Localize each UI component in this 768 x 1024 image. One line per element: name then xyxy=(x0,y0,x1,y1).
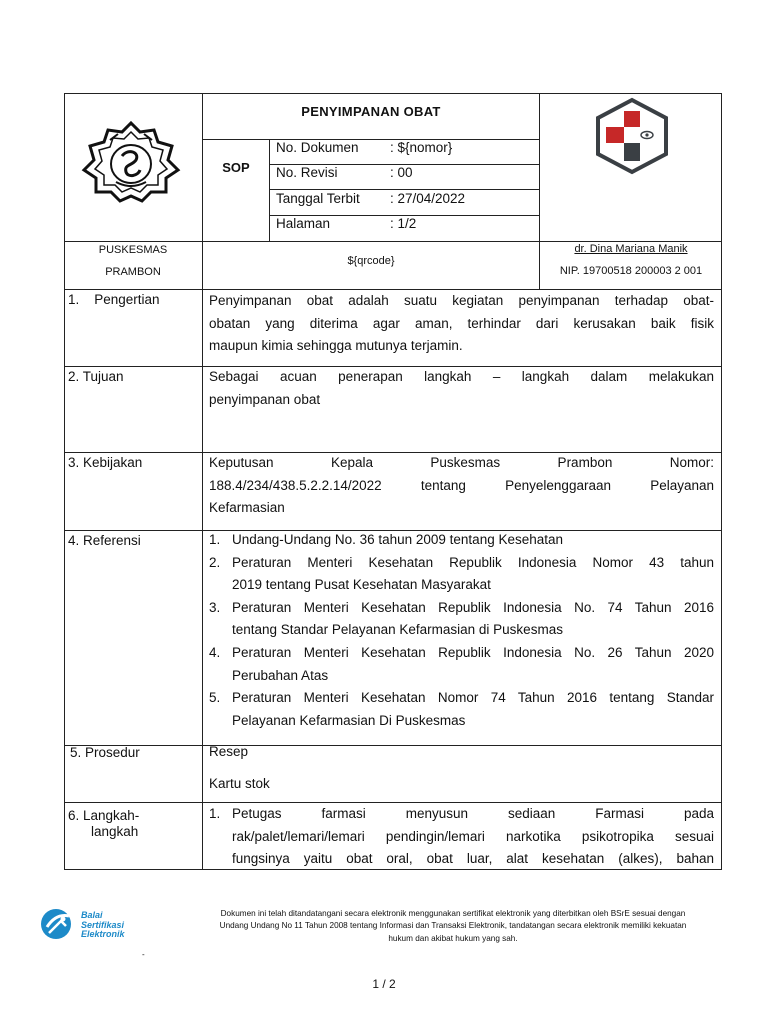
section-body-tujuan xyxy=(209,366,714,411)
section-body-kebijakan xyxy=(209,452,714,520)
section-label-prosedur: 5. Prosedur xyxy=(70,745,140,760)
list-item xyxy=(209,687,714,732)
signer-nip: NIP. 19700518 200003 2 001 xyxy=(559,265,703,277)
text-line: obatan yang diterima agar aman, terhindar dari kerusakan baik fisik xyxy=(209,315,714,331)
bsre-logo-icon xyxy=(39,907,79,941)
meta-key-tanggal-terbit: Tanggal Terbit xyxy=(276,191,360,206)
notice-line: Undang Undang No 11 Tahun 2008 tentang Informasi dan Transaksi Elektronik, tandatangan secara elektronik memiliki kekuatan xyxy=(219,921,687,931)
meta-key-no-dokumen: No. Dokumen xyxy=(276,140,359,155)
bsre-logo-text xyxy=(81,911,125,940)
bsre-text-line: Balai xyxy=(81,910,103,920)
section-label-referensi: 4. Referensi xyxy=(68,533,141,548)
meta-value-no-revisi: : 00 xyxy=(390,165,413,180)
section-label-pengertian: 1. Pengertian xyxy=(68,292,160,307)
text-line: Keputusan Kepala Puskesmas Prambon Nomor: xyxy=(209,455,714,470)
text-line: maupun kimia sehingga mutunya terjamin. xyxy=(209,338,463,354)
section-body-pengertian xyxy=(209,290,714,358)
text-line: 2019 tentang Pusat Kesehatan Masyarakat xyxy=(232,577,491,593)
document-title: PENYIMPANAN OBAT xyxy=(301,104,441,119)
list-number: 1. xyxy=(209,532,221,547)
bsre-text-line: Sertifikasi xyxy=(81,919,125,930)
regency-emblem-icon xyxy=(80,120,182,204)
section-label-tujuan: 2. Tujuan xyxy=(68,369,124,384)
list-number: 3. xyxy=(209,599,221,615)
page-number: 1 / 2 xyxy=(372,977,396,991)
bsre-text-line: Elektronik xyxy=(81,929,125,939)
footer-mark: - xyxy=(142,950,145,959)
qrcode-placeholder: ${qrcode} xyxy=(347,255,395,267)
text-line: Pelayanan Kefarmasian Di Puskesmas xyxy=(232,712,466,728)
text-line: Peraturan Menteri Kesehatan Republik Indonesia Nomor 43 tahun xyxy=(232,554,714,570)
meta-value-tanggal-terbit: : 27/04/2022 xyxy=(390,191,466,206)
text-line: 188.4/234/438.5.2.2.14/2022 tentang Penyelenggaraan Pelayanan xyxy=(209,477,714,493)
list-item xyxy=(209,529,714,552)
section-body-langkah xyxy=(209,803,714,868)
signer-name: dr. Dina Mariana Manik xyxy=(574,243,688,255)
list-number: 2. xyxy=(209,554,221,570)
text-line: Penyimpanan obat adalah suatu kegiatan penyimpanan terhadap obat- xyxy=(209,293,714,308)
text-line: tentang Standar Pelayanan Kefarmasian di Puskesmas xyxy=(232,622,563,638)
label-line: langkah xyxy=(91,824,139,839)
text-line: Peraturan Menteri Kesehatan Republik Indonesia No. 26 Tahun 2020 xyxy=(232,644,714,660)
meta-key-no-revisi: No. Revisi xyxy=(276,165,338,180)
section-label-langkah xyxy=(68,808,139,840)
list-item xyxy=(209,552,714,597)
document-type: SOP xyxy=(222,160,250,175)
puskesmas-logo-icon xyxy=(594,97,670,175)
text-line: Peraturan Menteri Kesehatan Nomor 74 Tahun 2016 tentang Standar xyxy=(232,690,714,706)
notice-line: Dokumen ini telah ditandatangani secara elektronik menggunakan sertifikat elektronik yang diterbitkan oleh BSrE sesuai dengan xyxy=(220,909,686,918)
text-line: Resep xyxy=(209,744,249,759)
text-line: fungsinya yaitu obat oral, obat luar, alat kesehatan (alkes), bahan xyxy=(232,851,714,867)
label-line: 6. Langkah- xyxy=(68,808,140,823)
text-line: penyimpanan obat xyxy=(209,391,321,407)
section-label-kebijakan: 3. Kebijakan xyxy=(68,455,143,470)
text-line: Undang-Undang No. 36 tahun 2009 tentang Kesehatan xyxy=(232,532,564,547)
text-line: Kartu stok xyxy=(209,775,270,791)
text-line: Perubahan Atas xyxy=(232,667,329,683)
list-item xyxy=(209,803,714,868)
meta-key-halaman: Halaman xyxy=(276,216,331,231)
section-body-prosedur xyxy=(209,741,714,795)
text-line: Kefarmasian xyxy=(209,500,285,516)
list-number: 1. xyxy=(209,806,221,821)
e-signature-notice xyxy=(148,908,758,945)
list-item xyxy=(209,597,714,642)
text-line: Petugas farmasi menyusun sediaan Farmasi pada xyxy=(232,806,714,821)
list-item xyxy=(209,642,714,687)
list-number: 5. xyxy=(209,690,221,706)
meta-value-halaman: : 1/2 xyxy=(390,216,417,231)
list-number: 4. xyxy=(209,644,221,660)
org-name-line1: PUSKESMAS xyxy=(98,244,168,256)
meta-value-no-dokumen: : ${nomor} xyxy=(390,140,453,155)
section-body-referensi xyxy=(209,529,714,732)
notice-line: hukum dan akibat hukum yang sah. xyxy=(388,933,518,943)
text-line: Peraturan Menteri Kesehatan Republik Indonesia No. 74 Tahun 2016 xyxy=(232,599,714,615)
org-name-line2: PRAMBON xyxy=(105,266,161,278)
text-line: Sebagai acuan penerapan langkah – langkah dalam melakukan xyxy=(209,369,714,384)
text-line: rak/palet/lemari/lemari pendingin/lemari narkotika psikotropika sesuai xyxy=(232,828,714,844)
